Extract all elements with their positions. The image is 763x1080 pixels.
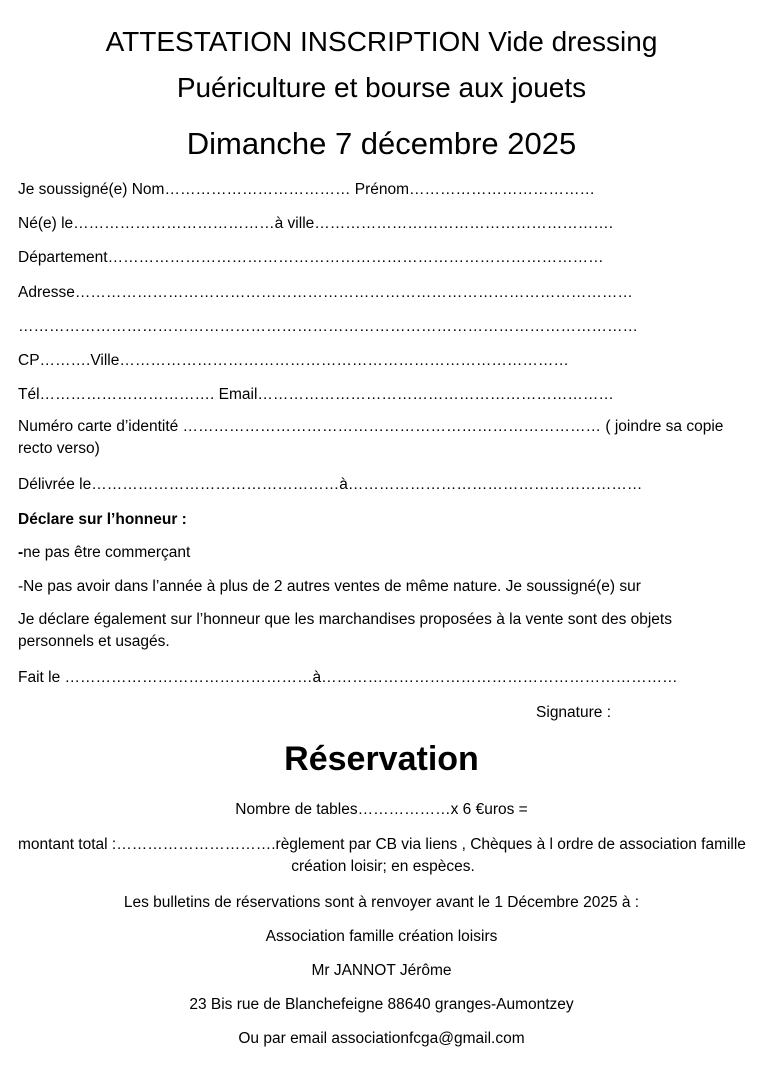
field-adresse: Adresse……………………………………………………………………………………………… (18, 284, 633, 301)
field-nom-prenom: Je soussigné(e) Nom……………………………… Prénom……………………………… (18, 181, 596, 198)
field-adresse-2: ………………………………………………………………………………………………………… (18, 318, 638, 335)
field-carte-identite: Numéro carte d’identité ……………………………………………………………………… ( joindre sa copie recto verso) (18, 418, 724, 457)
contact-name: Mr JANNOT Jérôme (311, 962, 452, 979)
field-cp-ville: CP……….Ville…………………………………………………………………………… (18, 352, 569, 369)
declaration-item-1-text: ne pas être commerçant (23, 544, 191, 561)
deadline-line: Les bulletins de réservations sont à renvoyer avant le 1 Décembre 2025 à : (123, 894, 640, 911)
declaration-item-1-dash: - (18, 544, 24, 561)
declaration-item-3: Je déclare également sur l’honneur que les marchandises proposées à la vente sont des objets personnels et usagés. (18, 611, 672, 650)
field-naissance: Né(e) le…………………………………à ville…………………………………………………. (18, 215, 614, 232)
title-line-2: Puériculture et bourse aux jouets (176, 72, 587, 103)
tables-line: Nombre de tables………………x 6 €uros = (235, 801, 528, 818)
declaration-item-2: -Ne pas avoir dans l’année à plus de 2 autres ventes de même nature. Je soussigné(e) sur (18, 578, 641, 595)
field-delivree: Délivrée le…………………………………………à………………………………………………… (18, 476, 643, 493)
signature-label: Signature : (536, 704, 611, 721)
montant-line-2: création loisir; en espèces. (291, 858, 475, 875)
reservation-title: Réservation (284, 740, 479, 778)
association-name: Association famille création loisirs (265, 928, 498, 945)
montant-block (18, 834, 748, 878)
montant-line-1: montant total :………………………….règlement par CB via liens , Chèques à l ordre de association famille (18, 836, 746, 853)
event-date: Dimanche 7 décembre 2025 (186, 126, 577, 161)
field-tel-email: Tél……………………………. Email…………………………………………………………… (18, 386, 614, 403)
declaration-item-1 (18, 543, 190, 563)
postal-address: 23 Bis rue de Blanchefeigne 88640 granges-Aumontzey (189, 996, 574, 1013)
email-line: Ou par email associationfcga@gmail.com (238, 1030, 525, 1047)
fait-le: Fait le …………………………………………à…………………………………………………………… (18, 669, 678, 686)
declaration-heading: Déclare sur l’honneur : (18, 511, 187, 528)
field-departement: Département…………………………………………………………………………………… (18, 249, 604, 266)
title-line-1: ATTESTATION INSCRIPTION Vide dressing (105, 26, 658, 57)
